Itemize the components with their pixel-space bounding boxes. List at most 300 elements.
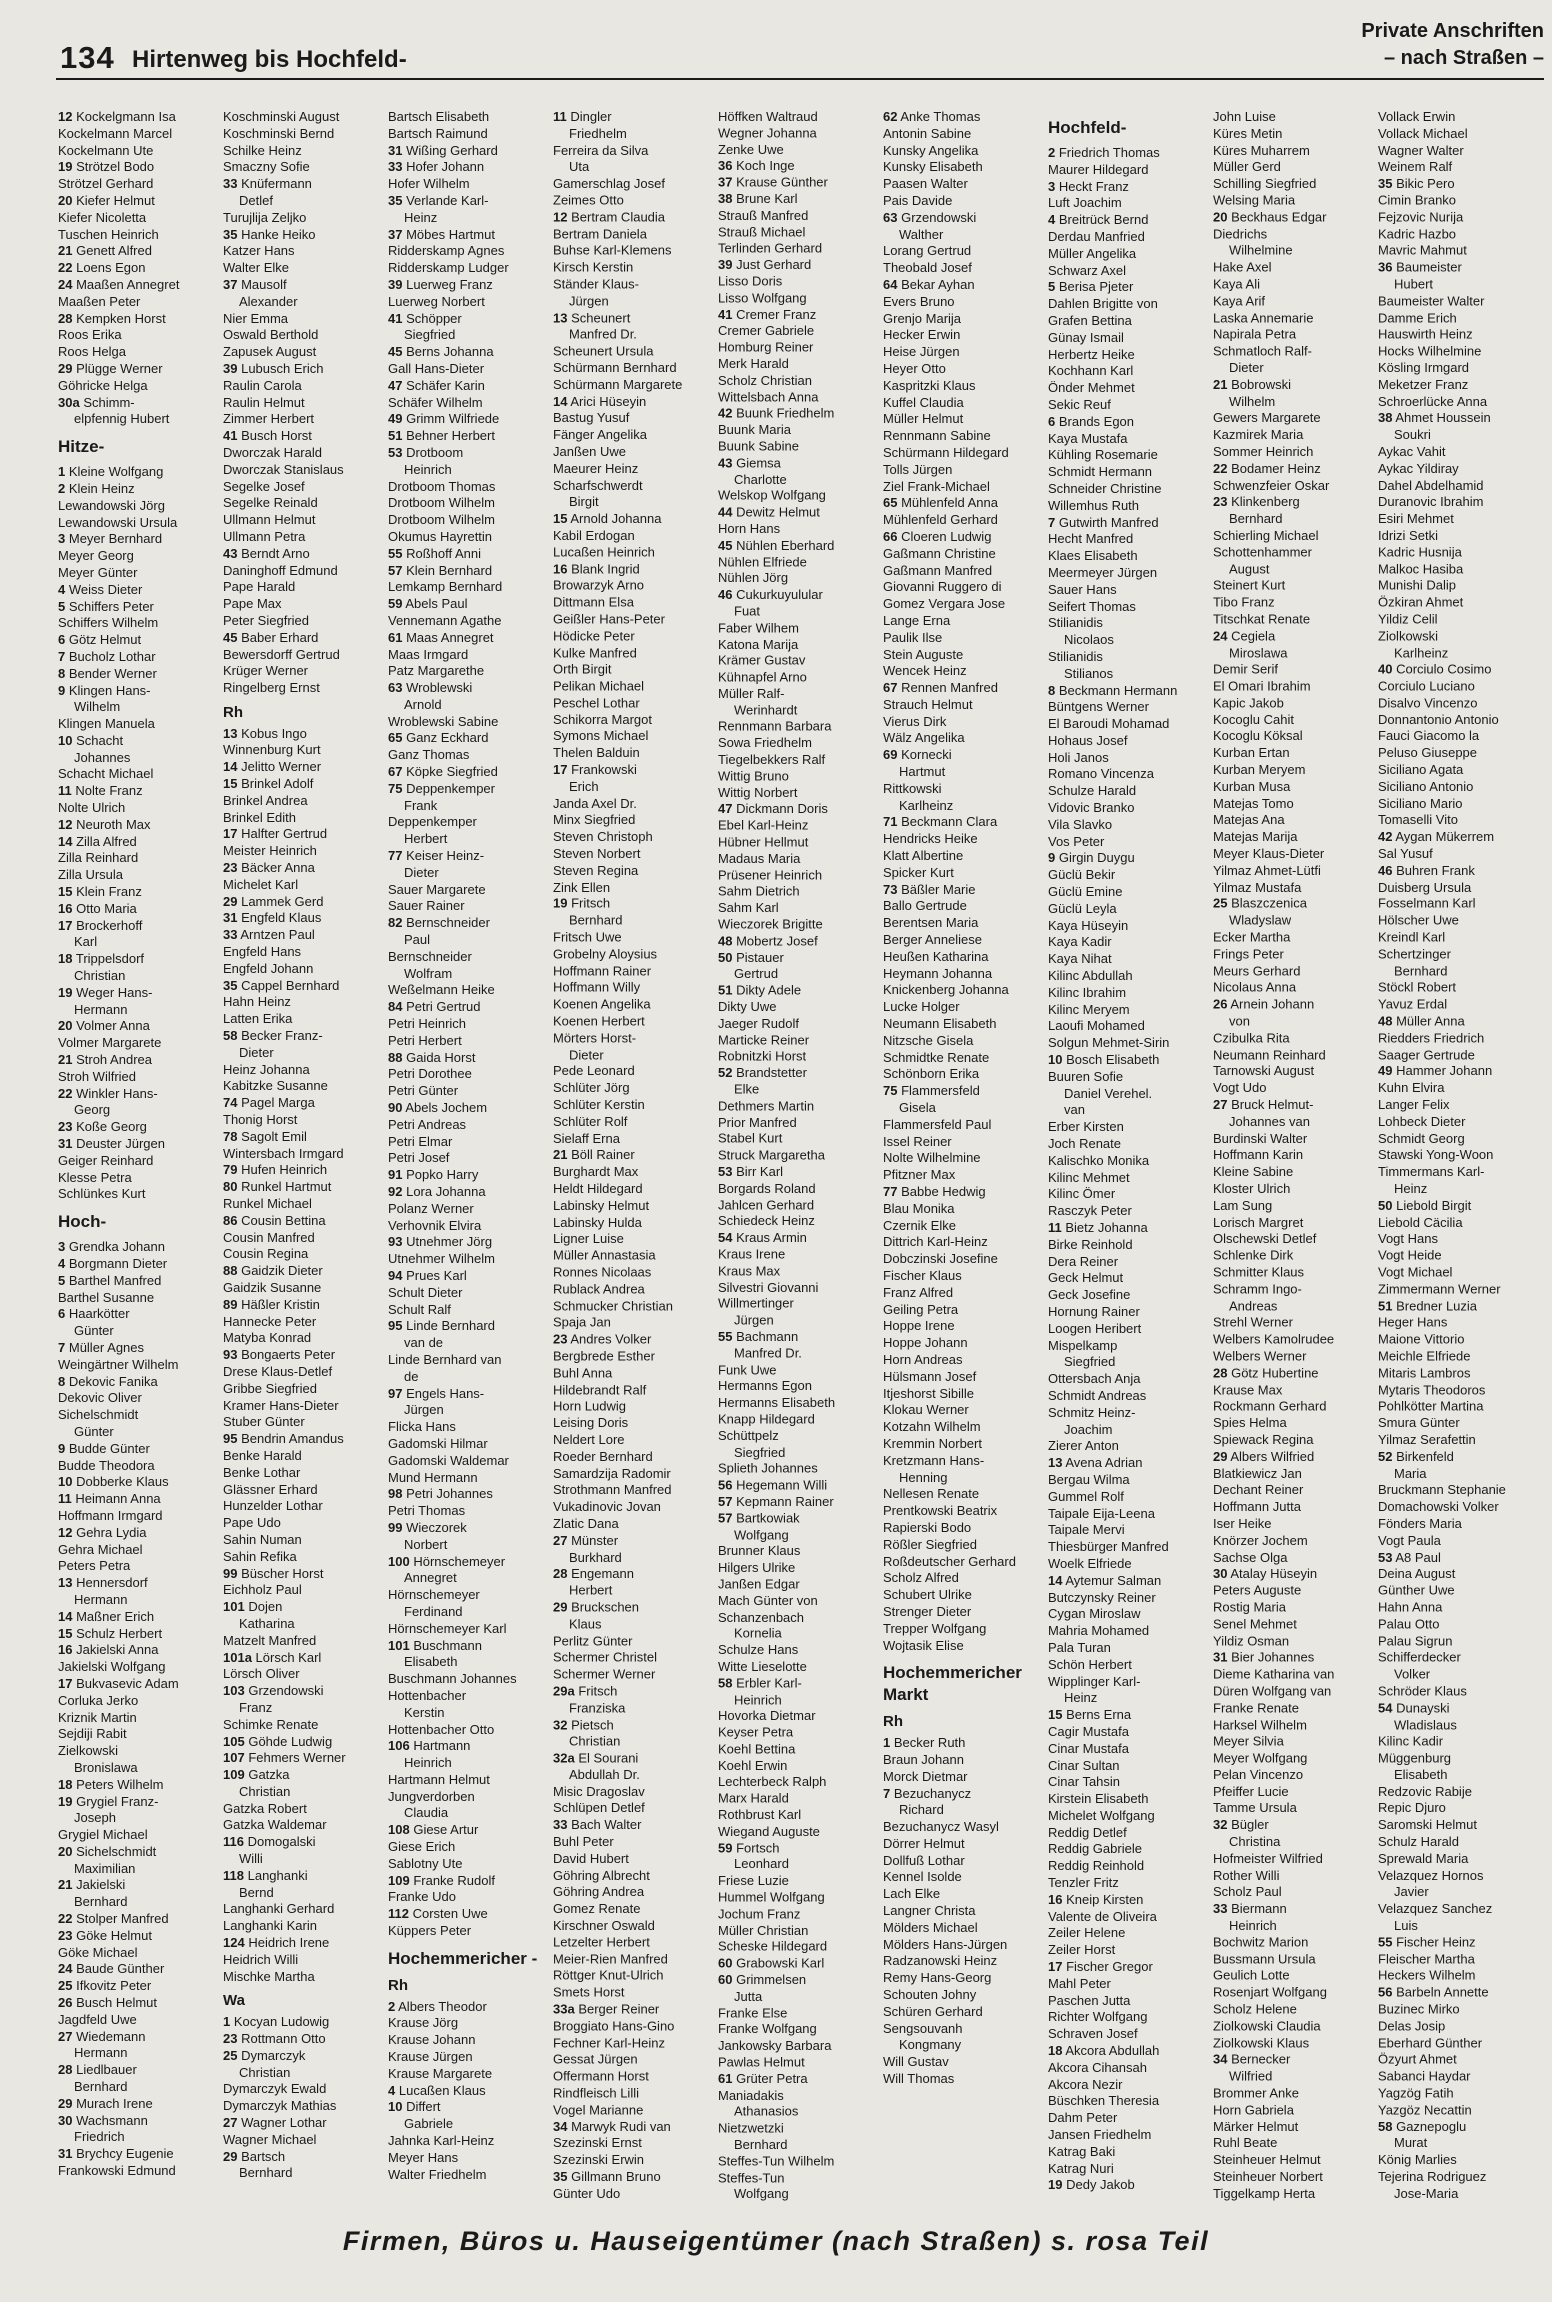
resident-name: Kurban Ertan — [1213, 745, 1290, 761]
resident-name: Hottenbacher Otto — [388, 1721, 495, 1737]
resident-entry — [223, 210, 387, 227]
resident-entry — [223, 1666, 387, 1683]
entry-continuation: Wilfried — [1229, 2068, 1273, 2084]
house-number: 5 — [58, 598, 66, 614]
resident-entry — [1378, 494, 1542, 511]
entry-continuation: elpfennig Hubert — [74, 411, 170, 427]
resident-name: Bach Walter — [571, 1817, 642, 1833]
resident-name: Berger Reiner — [578, 2001, 660, 2017]
resident-entry — [553, 846, 717, 863]
house-number: 50 — [1378, 1197, 1393, 1213]
resident-entry — [1048, 582, 1212, 599]
resident-name: Özkiran Ahmet — [1378, 594, 1464, 610]
resident-entry — [388, 1201, 552, 1218]
resident-name: Götz Hubertine — [1231, 1365, 1319, 1381]
house-number: 7 — [58, 1339, 66, 1355]
house-number: 108 — [388, 1822, 410, 1838]
resident-name: Franke Else — [718, 2005, 788, 2021]
resident-entry — [1213, 1700, 1377, 1717]
resident-entry — [388, 378, 552, 395]
resident-name: Vennemann Agathe — [388, 612, 502, 628]
resident-name: Weingärtner Wilhelm — [58, 1356, 179, 1372]
resident-entry — [223, 428, 387, 445]
resident-name: Maßner Erich — [76, 1608, 155, 1624]
resident-entry — [1378, 980, 1542, 997]
resident-name: Schmitter Klaus — [1213, 1264, 1305, 1280]
resident-entry — [1213, 1365, 1377, 1382]
entry-continuation: Dieter — [1229, 360, 1264, 376]
resident-name: Taipale Mervi — [1048, 1522, 1125, 1538]
resident-entry — [388, 1184, 552, 1201]
resident-name: Strenger Dieter — [883, 1603, 972, 1619]
resident-name: Berger Anneliese — [883, 932, 983, 948]
resident-name: Kabil Erdogan — [553, 527, 635, 543]
resident-entry — [223, 1028, 387, 1045]
resident-entry — [883, 966, 1047, 983]
resident-entry — [718, 406, 882, 422]
house-number: 48 — [718, 933, 733, 949]
resident-entry — [553, 461, 717, 478]
house-number: 17 — [1048, 1959, 1063, 1975]
resident-name: Müller Helmut — [883, 411, 964, 427]
house-number: 2 — [58, 480, 66, 496]
resident-entry — [1378, 1147, 1542, 1164]
resident-name: Mühlenfeld Anna — [901, 495, 998, 511]
resident-name: Hoffmann Karin — [1213, 1147, 1304, 1163]
resident-name: Röttger Knut-Ulrich — [553, 1968, 664, 1984]
resident-name: Mölders Hans-Jürgen — [883, 1936, 1008, 1952]
house-number: 59 — [718, 1840, 733, 1856]
resident-name: Siciliano Mario — [1378, 795, 1463, 811]
resident-entry — [553, 544, 717, 561]
resident-name: Gomez Vergara Jose — [883, 596, 1006, 612]
resident-entry — [388, 1150, 552, 1167]
house-number: 31 — [58, 1136, 73, 1152]
house-number: 24 — [58, 1961, 73, 1977]
resident-entry — [1048, 800, 1212, 817]
resident-name: Girgin Duygu — [1058, 850, 1135, 866]
resident-entry — [1378, 1533, 1542, 1550]
entry-continuation: Hubert — [1394, 276, 1434, 292]
resident-entry — [223, 1750, 387, 1767]
house-number: 1 — [883, 1735, 891, 1751]
resident-name: Buhse Karl-Klemens — [553, 242, 672, 258]
resident-entry — [223, 630, 387, 647]
resident-name: Schlüter Jörg — [553, 1080, 630, 1096]
resident-entry — [388, 596, 552, 613]
resident-name: Bussmann Ursula — [1213, 1951, 1316, 1967]
resident-name: Cloeren Ludwig — [901, 528, 992, 544]
resident-name: Kilinc Meryem — [1048, 1001, 1130, 1017]
resident-name: Rittkowski — [883, 780, 942, 796]
entry-continuation: Karl — [74, 934, 98, 950]
resident-entry — [1048, 145, 1212, 162]
resident-name: Senel Mehmet — [1213, 1616, 1297, 1632]
entry-continuation: Bernd — [239, 1884, 274, 1900]
entry-continuation: Abdullah Dr. — [569, 1767, 640, 1783]
resident-entry — [1378, 863, 1542, 880]
resident-name: Klaes Elisabeth — [1048, 548, 1138, 564]
house-number: 77 — [883, 1184, 898, 1199]
entry-continuation: Heinrich — [734, 1692, 782, 1707]
resident-name: Bartsch — [241, 2148, 286, 2164]
resident-entry — [58, 378, 222, 395]
resident-name: Pistauer — [736, 949, 784, 965]
resident-name: Drotboom Wilhelm — [388, 495, 495, 511]
resident-entry — [58, 1676, 222, 1693]
resident-entry — [718, 1939, 882, 1955]
house-number: 73 — [883, 881, 898, 897]
resident-entry — [388, 227, 552, 244]
resident-entry — [1048, 783, 1212, 800]
resident-entry — [1213, 595, 1377, 612]
resident-name: Kaspritzki Klaus — [883, 377, 976, 393]
resident-name: Zink Ellen — [553, 879, 611, 895]
resident-name: Fritsch Uwe — [553, 929, 622, 945]
resident-entry — [718, 389, 882, 405]
house-number: 54 — [718, 1230, 733, 1246]
resident-name: Geiling Petra — [883, 1301, 959, 1317]
resident-name: Wegner Johanna — [718, 125, 817, 141]
resident-entry — [718, 2038, 882, 2054]
resident-entry — [883, 1554, 1047, 1571]
house-number: 35 — [223, 977, 238, 993]
house-number: 19 — [58, 1793, 73, 1809]
resident-entry — [388, 2167, 552, 2184]
resident-entry — [883, 1886, 1047, 1903]
resident-name: Vogt Udo — [1213, 1080, 1267, 1096]
resident-entry — [1048, 296, 1212, 313]
resident-name: Prior Manfred — [718, 1114, 797, 1130]
resident-entry — [388, 1352, 552, 1369]
house-number: 78 — [223, 1128, 238, 1144]
entry-continuation: Katharina — [239, 1615, 295, 1631]
resident-entry — [718, 884, 882, 900]
resident-entry — [58, 867, 222, 884]
resident-entry — [1378, 1951, 1542, 1968]
resident-name: Schwarz Axel — [1048, 262, 1127, 278]
resident-name: Frankowski Edmund — [58, 2163, 176, 2179]
resident-name: Wieczorek — [406, 1519, 467, 1535]
directory-column — [223, 109, 387, 2203]
resident-entry — [718, 554, 882, 570]
house-number: 29 — [1213, 1448, 1228, 1464]
resident-name: Gribbe Siegfried — [223, 1380, 317, 1396]
resident-entry — [1213, 1047, 1377, 1064]
resident-name: Heimann Anna — [75, 1491, 161, 1507]
entry-continuation: Georg — [74, 1102, 111, 1118]
resident-entry — [1048, 1657, 1212, 1674]
resident-entry — [1213, 544, 1377, 561]
resident-name: Klingen Hans- — [68, 682, 151, 698]
house-number: 112 — [388, 1906, 409, 1922]
resident-entry — [1048, 1136, 1212, 1153]
house-number: 53 — [388, 444, 403, 460]
resident-name: Märker Helmut — [1213, 2118, 1299, 2134]
house-number: 7 — [1048, 514, 1056, 530]
resident-name: Kaya Arif — [1213, 293, 1266, 309]
resident-entry — [1048, 515, 1212, 532]
resident-entry — [718, 208, 882, 224]
resident-entry — [58, 176, 222, 193]
resident-name: Budde Theodora — [58, 1457, 155, 1473]
resident-entry — [718, 109, 882, 125]
resident-name: Friedrich Thomas — [1058, 145, 1160, 160]
resident-entry — [223, 1918, 387, 1935]
resident-name: Göhde Ludwig — [248, 1733, 333, 1749]
resident-entry — [388, 2083, 552, 2100]
house-number: 27 — [1213, 1097, 1228, 1113]
resident-entry — [1378, 1214, 1542, 1231]
resident-entry — [1378, 762, 1542, 779]
resident-entry — [58, 1170, 222, 1187]
resident-entry — [1213, 1415, 1377, 1432]
resident-name: Stein Auguste — [883, 646, 964, 662]
resident-name: Müggenburg — [1378, 1750, 1451, 1766]
resident-entry — [1213, 444, 1377, 461]
resident-entry — [883, 1604, 1047, 1621]
resident-entry — [1378, 343, 1542, 360]
resident-name: Solgun Mehmet-Sirin — [1048, 1035, 1170, 1051]
resident-entry — [58, 783, 222, 800]
resident-entry — [883, 1987, 1047, 2004]
resident-entry — [1213, 1767, 1377, 1784]
resident-entry — [1213, 1935, 1377, 1952]
entry-continuation: Wolfgang — [734, 1527, 789, 1542]
house-number: 101 — [223, 1599, 245, 1615]
resident-name: Robnitzki Horst — [718, 1048, 807, 1064]
resident-entry — [883, 1419, 1047, 1436]
resident-entry — [58, 1978, 222, 1995]
resident-name: Kremmin Norbert — [883, 1435, 982, 1451]
resident-entry — [58, 1052, 222, 1069]
resident-name: Hanke Heiko — [241, 226, 316, 242]
resident-name: Dunayski — [1396, 1700, 1450, 1716]
resident-name: Riedders Friedrich — [1378, 1030, 1485, 1046]
resident-name: Janda Axel Dr. — [553, 795, 637, 811]
resident-name: Schiffers Wilhelm — [58, 615, 159, 631]
house-number: 23 — [223, 2031, 238, 2047]
resident-entry — [1378, 1633, 1542, 1650]
resident-entry — [1048, 1925, 1212, 1942]
house-number: 30 — [1213, 1566, 1228, 1582]
resident-entry — [58, 1659, 222, 1676]
entry-continuation: Christian — [569, 1733, 621, 1749]
resident-entry — [883, 445, 1047, 462]
resident-entry — [388, 999, 552, 1016]
house-number: 41 — [718, 306, 733, 322]
resident-entry — [223, 445, 387, 462]
house-number: 105 — [223, 1733, 245, 1749]
resident-name: Hoffmann Rainer — [553, 963, 652, 979]
house-number: 35 — [553, 2169, 568, 2185]
resident-entry — [1213, 126, 1377, 143]
resident-entry — [553, 745, 717, 762]
resident-name: Ronnes Nicolaas — [553, 1264, 652, 1280]
resident-entry — [718, 1461, 882, 1477]
entry-continuation: Herbert — [404, 831, 448, 847]
resident-entry — [1048, 850, 1212, 867]
resident-entry — [58, 1726, 222, 1743]
resident-entry — [223, 793, 387, 810]
resident-name: Dobczinski Josefine — [883, 1251, 998, 1267]
resident-name: Evers Bruno — [883, 293, 955, 309]
resident-name: Hendricks Heike — [883, 831, 978, 847]
entry-continuation: Claudia — [404, 1805, 449, 1821]
resident-entry — [223, 1129, 387, 1146]
resident-name: Theobald Josef — [883, 260, 972, 276]
resident-name: Volmer Margarete — [58, 1035, 162, 1051]
resident-entry — [718, 1065, 882, 1081]
resident-entry — [1213, 1717, 1377, 1734]
resident-name: Kraus Irene — [718, 1246, 786, 1262]
resident-entry — [1378, 260, 1542, 277]
house-number: 33a — [553, 2001, 575, 2017]
resident-name: Stilianidis — [1048, 648, 1103, 664]
resident-name: Heckers Wilhelm — [1378, 1968, 1476, 1984]
resident-entry — [388, 579, 552, 596]
resident-entry — [223, 1834, 387, 1851]
resident-entry — [1378, 2119, 1542, 2136]
resident-name: Disalvo Vincenzo — [1378, 695, 1478, 711]
resident-name: Bernschneider — [388, 948, 472, 964]
resident-entry — [1048, 548, 1212, 565]
resident-entry — [1048, 2060, 1212, 2077]
resident-name: Madaus Maria — [718, 851, 801, 866]
resident-name: Schottenhammer — [1213, 544, 1312, 560]
resident-entry — [553, 762, 717, 779]
house-number: 95 — [223, 1431, 238, 1447]
house-number: 42 — [1378, 829, 1393, 845]
resident-name: Berndt Arno — [241, 545, 310, 561]
resident-name: Geißler Hans-Peter — [553, 611, 665, 627]
house-number: 15 — [1048, 1707, 1063, 1723]
resident-entry — [223, 176, 387, 193]
resident-name: Kulke Manfred — [553, 644, 637, 660]
resident-name: Schlünkes Kurt — [58, 1186, 146, 1202]
resident-name: Zeiler Horst — [1048, 1942, 1116, 1958]
district-label: Wa — [223, 1992, 245, 2010]
resident-entry — [58, 2029, 222, 2046]
resident-entry — [58, 733, 222, 750]
resident-entry — [223, 1969, 387, 1986]
resident-entry — [1048, 279, 1212, 296]
resident-entry — [1213, 1164, 1377, 1181]
resident-name: Drotboom Wilhelm — [388, 512, 495, 528]
resident-name: Stroh Wilfried — [58, 1068, 137, 1084]
resident-name: Lisso Wolfgang — [718, 290, 807, 306]
resident-entry — [1378, 2169, 1542, 2186]
resident-entry — [718, 356, 882, 372]
resident-entry — [58, 1357, 222, 1374]
resident-entry — [1048, 1959, 1212, 1976]
resident-name: Sichelschmidt — [76, 1843, 157, 1859]
resident-name: Kocoglu Cahit — [1213, 711, 1294, 727]
resident-entry — [553, 109, 717, 126]
resident-name: Leising Doris — [553, 1415, 629, 1431]
resident-entry — [58, 1186, 222, 1203]
resident-entry — [553, 1449, 717, 1466]
resident-name: Bikic Pero — [1396, 175, 1455, 191]
resident-name: Sagolt Emil — [241, 1128, 307, 1144]
resident-entry — [1213, 1432, 1377, 1449]
resident-name: Nühlen Elfriede — [718, 554, 807, 569]
entry-continuation: Heinrich — [404, 1755, 452, 1771]
resident-entry — [553, 1817, 717, 1834]
street-heading: Hitze- — [58, 437, 105, 457]
resident-name: Vogt Michael — [1378, 1264, 1453, 1280]
resident-entry — [1213, 879, 1377, 896]
resident-name: Petri Gertrud — [406, 999, 481, 1015]
resident-entry — [553, 1231, 717, 1248]
resident-name: Ziolkowski Klaus — [1213, 2035, 1310, 2051]
resident-entry — [883, 176, 1047, 193]
entry-continuation: de — [404, 1368, 419, 1384]
resident-entry — [1378, 745, 1542, 762]
resident-name: Dieme Katharina van — [1213, 1666, 1335, 1682]
resident-name: Gomez Renate — [553, 1901, 641, 1917]
house-number: 100 — [388, 1553, 410, 1569]
resident-entry — [388, 243, 552, 260]
resident-entry — [1378, 410, 1542, 427]
resident-name: Nühlen Jörg — [718, 570, 789, 586]
resident-name: Domachowski Volker — [1378, 1499, 1499, 1515]
resident-name: Hofer Johann — [406, 159, 485, 175]
resident-entry — [1048, 1018, 1212, 1035]
resident-name: Horn Andreas — [883, 1351, 963, 1367]
resident-entry — [388, 126, 552, 143]
resident-entry — [718, 439, 882, 455]
resident-entry — [1213, 997, 1377, 1014]
entry-continuation: Bernhard — [734, 2137, 788, 2152]
resident-name: Bäßler Marie — [901, 881, 976, 897]
resident-name: Mytaris Theodoros — [1378, 1381, 1486, 1397]
resident-name: Vidovic Branko — [1048, 800, 1135, 816]
house-number: 29 — [58, 360, 73, 376]
resident-entry — [1378, 829, 1542, 846]
resident-name: Prues Karl — [406, 1267, 467, 1283]
resident-entry — [718, 686, 882, 702]
resident-entry — [718, 1115, 882, 1131]
resident-name: Roßdeutscher Gerhard — [883, 1553, 1016, 1569]
resident-name: Berisa Pjeter — [1058, 279, 1134, 295]
house-number: 10 — [58, 1474, 73, 1490]
resident-name: Güclü Emine — [1048, 884, 1123, 900]
resident-name: Pietsch — [571, 1716, 614, 1732]
resident-entry — [1213, 946, 1377, 963]
resident-entry — [388, 1873, 552, 1890]
resident-entry — [58, 1794, 222, 1811]
resident-name: Berns Johanna — [406, 344, 494, 360]
resident-entry — [223, 1246, 387, 1263]
house-number: 43 — [718, 455, 733, 471]
resident-name: Pawlas Helmut — [718, 2054, 805, 2070]
resident-entry — [1378, 1332, 1542, 1349]
resident-entry — [1048, 1741, 1212, 1758]
resident-entry — [718, 1972, 882, 1988]
resident-entry — [388, 294, 552, 311]
resident-name: Grabowski Karl — [736, 1955, 825, 1971]
resident-name: Kaya Kadir — [1048, 934, 1112, 950]
entry-continuation: Gertrud — [734, 966, 779, 982]
resident-name: Büschken Theresia — [1048, 2093, 1160, 2109]
resident-name: Bartsch Raimund — [388, 125, 488, 141]
resident-entry — [883, 630, 1047, 647]
resident-entry — [718, 1263, 882, 1279]
house-number: 14 — [58, 1608, 73, 1624]
resident-name: Sengsouvanh — [883, 2020, 963, 2036]
resident-name: Ligner Luise — [553, 1231, 624, 1247]
